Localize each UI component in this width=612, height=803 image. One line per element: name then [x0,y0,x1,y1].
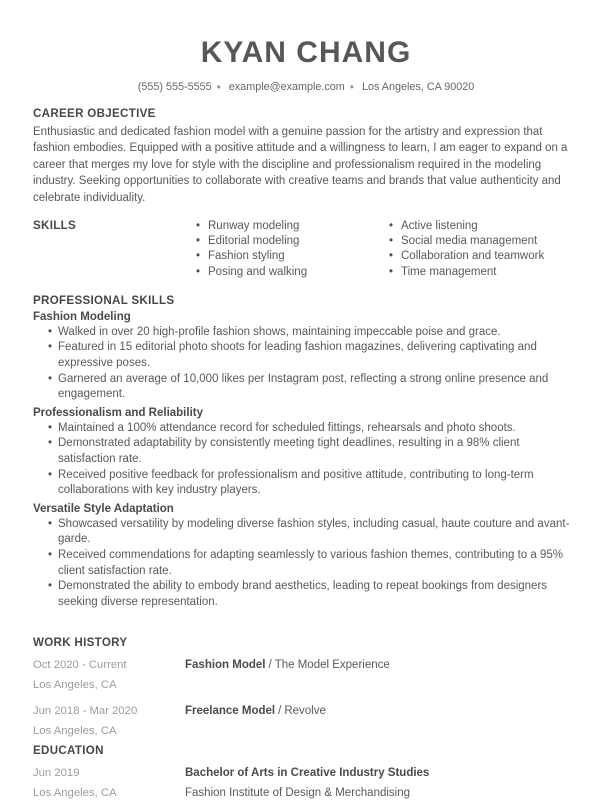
skills-column-2 [389,219,579,280]
skill-item: • Runway modeling [196,219,389,234]
skills-heading: SKILLS [33,219,77,233]
skill-group-title: Fashion Modeling [33,310,131,323]
skill-group-title: Professionalism and Reliability [33,406,203,419]
job-dates-location [33,656,185,695]
candidate-name: KYAN CHANG [200,36,412,69]
bullet-item: • Received commendations for adapting seamlessly to various fashion themes, contributing to a 95% client satisfaction rate. [48,548,579,579]
skills-column-1 [196,219,389,280]
education-location: Los Angeles, CA [33,786,117,799]
job-title-line [185,656,579,695]
skill-item: • Fashion styling [196,249,389,264]
job-entry [33,702,579,741]
work-history-section [33,636,579,741]
job-location: Los Angeles, CA [33,678,117,691]
skill-item: • Editorial modeling [196,234,389,249]
bullet-item: • Garnered an average of 10,000 likes per Instagram post, reflecting a strong online presence and engagement. [48,372,579,403]
skill-item: • Time management [389,265,579,280]
bullet-item: • Received positive feedback for professionalism and positive attitude, contributing to long-term collaborations with key industry players. [48,468,579,499]
skill-group-fashion-modeling [33,309,579,403]
contact-location: Los Angeles, CA 90020 [361,81,475,93]
education-heading: EDUCATION [33,744,104,758]
job-title-separator: / [278,705,282,718]
job-company: The Model Experience [274,659,390,672]
contact-line [33,80,579,94]
job-entry [33,656,579,695]
education-entry [33,764,579,803]
skill-group-bullets [33,325,579,403]
skill-group-versatile-style [33,501,579,611]
job-title-separator: / [268,659,272,672]
job-title: Freelance Model [185,705,276,718]
job-company: Revolve [284,705,326,718]
work-history-heading: WORK HISTORY [33,636,128,650]
education-dates-location [33,764,185,803]
bullet-item: • Demonstrated the ability to embody brand aesthetics, leading to repeat bookings from designers seeking diverse representation. [48,579,579,610]
professional-skills-heading: PROFESSIONAL SKILLS [33,293,175,307]
education-school: Fashion Institute of Design & Merchandising [185,786,411,799]
contact-email: example@example.com [228,81,345,93]
education-dates: Jun 2019 [33,767,80,780]
bullet-item: • Walked in over 20 high-profile fashion shows, maintaining impeccable poise and grace. [48,325,579,341]
education-degree-block [185,764,579,803]
skill-item: • Posing and walking [196,265,389,280]
skill-item: • Collaboration and teamwork [389,249,579,264]
career-objective-heading: CAREER OBJECTIVE [33,107,156,120]
job-dates: Jun 2018 - Mar 2020 [33,705,138,718]
job-dates: Oct 2020 - Current [33,659,127,672]
skill-group-professionalism [33,405,579,499]
skill-group-bullets [33,517,579,611]
skills-section [33,219,579,280]
bullet-item: • Maintained a 100% attendance record for scheduled fittings, rehearsals and photo shoots. [48,421,579,437]
bullet-item: • Featured in 15 editorial photo shoots for leading fashion magazines, delivering captivating and expressive poses. [48,340,579,371]
professional-skills-section [33,294,579,611]
contact-separator-dot: • [349,80,354,94]
skill-item: • Active listening [389,219,579,234]
career-objective-text: Enthusiastic and dedicated fashion model with a genuine passion for the artistry and expression that fashion embodies. Equipped with a positive attitude and a willingness to learn, I am eager to expand on a career that merges my love for style with the discipline and professionalism required in the modeling industry. Seeking opportunities to collaborate with creative teams and brands that value authenticity and celebrate individuality. [33,126,568,204]
skill-group-bullets [33,421,579,499]
contact-separator-dot: • [216,80,221,94]
bullet-item: • Showcased versatility by modeling diverse fashion styles, including casual, haute couture and avant-garde. [48,517,579,548]
skill-item: • Social media management [389,234,579,249]
contact-phone: (555) 555-5555 [137,81,212,93]
bullet-item: • Demonstrated adaptability by consistently meeting tight deadlines, resulting in a 98% client satisfaction rate. [48,436,579,467]
job-location: Los Angeles, CA [33,724,117,737]
job-title-line [185,702,579,741]
job-dates-location [33,702,185,741]
education-degree: Bachelor of Arts in Creative Industry Studies [185,767,430,780]
career-objective-section [33,107,579,206]
skill-group-title: Versatile Style Adaptation [33,502,174,515]
education-section [33,744,579,803]
job-title: Fashion Model [185,659,266,672]
